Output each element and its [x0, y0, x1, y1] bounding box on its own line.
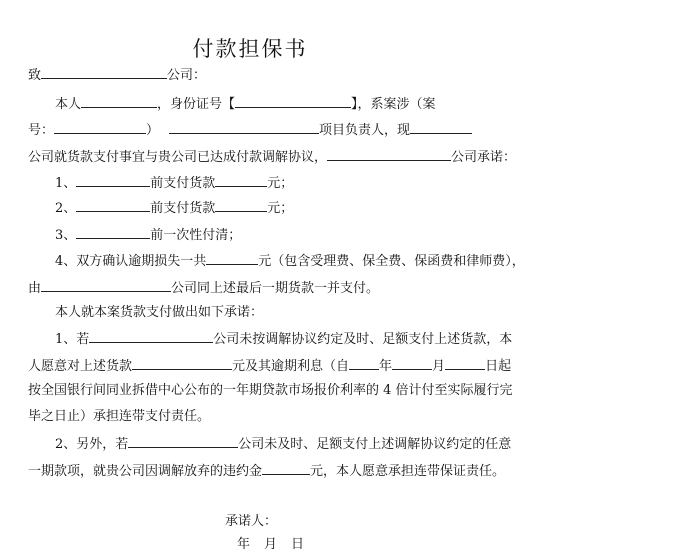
line-item-1: [28, 173, 507, 191]
text-interest-from: 元及其逾期利息（自: [232, 359, 350, 374]
text-pay-once: 前一次性付清；: [150, 228, 242, 243]
line-case-number: [28, 120, 480, 138]
text-item-3: 3、: [55, 228, 77, 243]
text-guarantee: 元，本人愿意承担连带保证责任。: [310, 464, 506, 479]
text-sign-day: 日: [291, 537, 305, 552]
text-ben-ren: 本人: [55, 97, 82, 112]
line-commitment-1-rate: [28, 382, 513, 400]
text-agreement: 公司就货款支付事宜与贵公司已达成付款调解协议，: [28, 150, 328, 165]
text-id-number: ，身份证号【: [157, 97, 236, 112]
line-commitment-1-end: [28, 408, 480, 426]
blank-company-name[interactable]: [41, 65, 167, 79]
blank-date-2[interactable]: [76, 198, 150, 212]
text-to: 致: [28, 68, 42, 83]
text-overdue-loss: 4、双方确认逾期损失一共: [55, 254, 207, 269]
text-company-promise: 公司承诺：: [451, 150, 517, 165]
text-pay-before-2: 前支付货款: [150, 201, 216, 216]
text-promisor: 承诺人：: [225, 514, 278, 529]
line-commitment-1-cont: [28, 356, 512, 374]
line-commitment-intro: [28, 304, 507, 322]
text-commitment-intro: 本人就本案货款支付做出如下承诺：: [55, 305, 264, 320]
blank-id-number[interactable]: [235, 94, 351, 108]
blank-date-1[interactable]: [76, 173, 150, 187]
text-rate: 按全国银行间同业拆借中心公布的一年期贷款市场报价利率的 4 倍计付至实际履行完: [28, 383, 513, 398]
text-paren-close: ）: [146, 123, 160, 138]
blank-month[interactable]: [392, 356, 432, 370]
blank-company-2[interactable]: [410, 120, 472, 134]
text-sign-year: 年: [237, 537, 251, 552]
line-signature: [225, 513, 677, 531]
blank-loss-amount[interactable]: [206, 251, 258, 265]
line-item-2: [28, 198, 507, 216]
line-addressee: [28, 65, 480, 83]
blank-company-6[interactable]: [128, 434, 238, 448]
text-willing-goods: 人愿意对上述货款: [28, 359, 133, 374]
text-month: 月: [432, 359, 446, 374]
text-company: 公司：: [167, 68, 207, 83]
text-pay-together: 公司同上述最后一期货款一并支付。: [171, 281, 380, 296]
blank-project-name[interactable]: [169, 120, 319, 134]
text-penalty: 一期款项，就贵公司因调解放弃的违约金: [28, 464, 263, 479]
text-pay-before-1: 前支付货款: [150, 176, 216, 191]
text-if-1: 1、若: [55, 332, 90, 347]
line-commitment-2: [28, 434, 512, 452]
blank-company-5[interactable]: [89, 329, 213, 343]
blank-year[interactable]: [349, 356, 379, 370]
text-loss-includes: 元（包含受理费、保全费、保函费和律师费），: [258, 254, 525, 269]
document-title: 付款担保书: [192, 37, 308, 61]
text-by: 由: [28, 281, 42, 296]
text-fail-pay-2: 公司未及时、足额支付上述调解协议约定的任意: [238, 437, 512, 452]
line-agreement: [28, 147, 517, 165]
blank-date-3[interactable]: [76, 225, 150, 239]
line-item-4-cont: [28, 278, 480, 296]
text-yuan-1: 元；: [267, 176, 294, 191]
text-sign-month: 月: [264, 537, 278, 552]
text-project-manager: 项目负责人，现: [319, 123, 411, 138]
blank-company-3[interactable]: [327, 147, 451, 161]
blank-penalty-amount[interactable]: [262, 461, 310, 475]
blank-day[interactable]: [445, 356, 485, 370]
blank-goods-amount[interactable]: [132, 356, 232, 370]
text-case-prefix: 】，系案涉（案: [351, 97, 436, 112]
text-joint-liability: 毕之日止）承担连带支付责任。: [28, 409, 211, 424]
blank-guarantor-name[interactable]: [81, 94, 157, 108]
line-commitment-2-cont: [28, 461, 506, 479]
blank-company-4[interactable]: [41, 278, 171, 292]
text-if-2: 2、另外，若: [55, 437, 129, 452]
text-year: 年: [379, 359, 393, 374]
line-commitment-1: [28, 329, 513, 347]
text-item-1: 1、: [55, 176, 77, 191]
text-fail-pay-1: 公司未按调解协议约定及时、足额支付上述货款，本: [213, 332, 513, 347]
text-item-2: 2、: [55, 201, 77, 216]
line-item-4: [28, 251, 525, 269]
line-guarantor-intro: [28, 94, 507, 112]
blank-case-number[interactable]: [54, 120, 146, 134]
blank-amount-1[interactable]: [215, 173, 267, 187]
text-day-from: 日起: [485, 359, 512, 374]
text-yuan-2: 元；: [267, 201, 294, 216]
text-case-no: 号：: [28, 123, 55, 138]
blank-amount-2[interactable]: [215, 198, 267, 212]
line-sign-date: [225, 536, 677, 554]
line-item-3: [28, 225, 507, 243]
